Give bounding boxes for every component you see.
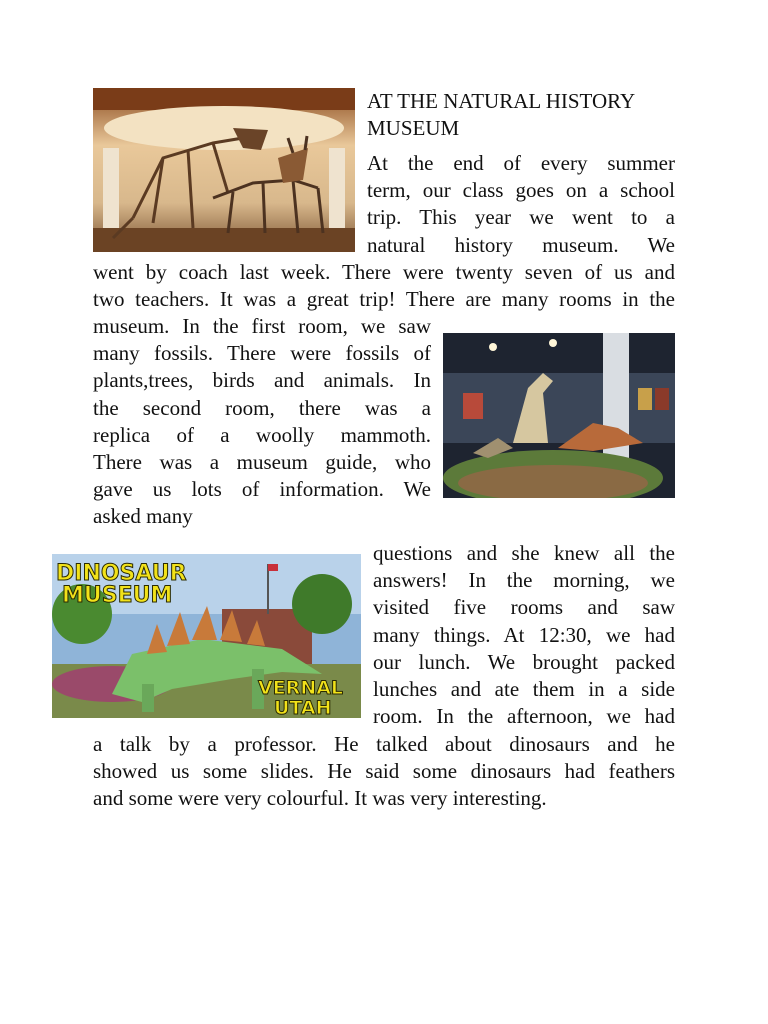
text-line: trip. This year we went to a (367, 205, 675, 230)
caption-text-vernal: VERNAL (258, 677, 344, 699)
text-line: room. In the afternoon, we had (373, 704, 675, 729)
text-line: replica of a woolly mammoth. (93, 422, 431, 447)
text-line: gave us lots of information. We (93, 477, 431, 502)
text-line: There was a museum guide, who (93, 450, 431, 475)
text-line: two teachers. It was a great trip! There are many rooms in the (93, 287, 675, 312)
text-line: many things. At 12:30, we had (373, 622, 675, 647)
paragraph-block-2 (93, 259, 675, 313)
text-line: asked many (93, 504, 193, 529)
text-line: went by coach last week. There were twenty seven of us and (93, 260, 675, 284)
text-line: a talk by a professor. He talked about dinosaurs and he (93, 732, 675, 756)
photo-dinosaur-museum-vernal (52, 554, 361, 718)
document-title: AT THE NATURAL HISTORY MUSEUM (367, 89, 635, 140)
paragraph-block-1 (367, 150, 675, 259)
sign-text-dinosaur: DINOSAUR (56, 561, 187, 586)
sign-text-museum: MUSEUM (62, 583, 173, 608)
text-line: answers! In the morning, we (373, 568, 675, 593)
paragraph-block-3 (93, 313, 431, 531)
text-line: showed us some slides. He said some dinosaurs had feathers (93, 759, 675, 784)
text-line: plants,trees, birds and animals. In (93, 368, 431, 393)
paragraph-block-4 (373, 540, 675, 730)
text-line: museum. In the first room, we saw (93, 314, 431, 338)
text-line: term, our class goes on a school (367, 178, 675, 203)
photo-dinosaur-skeletons (93, 88, 355, 252)
caption-text-utah: UTAH (274, 697, 332, 718)
paragraph-block-5 (93, 731, 675, 813)
photo-dinosaur-exhibit (443, 333, 675, 498)
text-line: At the end of every summer (367, 151, 675, 175)
text-line: and some were very colourful. It was very interesting. (93, 786, 547, 811)
text-line: questions and she knew all the (373, 541, 675, 565)
text-line: lunches and ate them in a side (373, 677, 675, 702)
text-line: natural history museum. We (367, 232, 675, 257)
text-line: the second room, there was a (93, 395, 431, 420)
text-line: visited five rooms and saw (373, 595, 675, 620)
text-line: many fossils. There were fossils of (93, 341, 431, 366)
text-line: our lunch. We brought packed (373, 649, 675, 674)
